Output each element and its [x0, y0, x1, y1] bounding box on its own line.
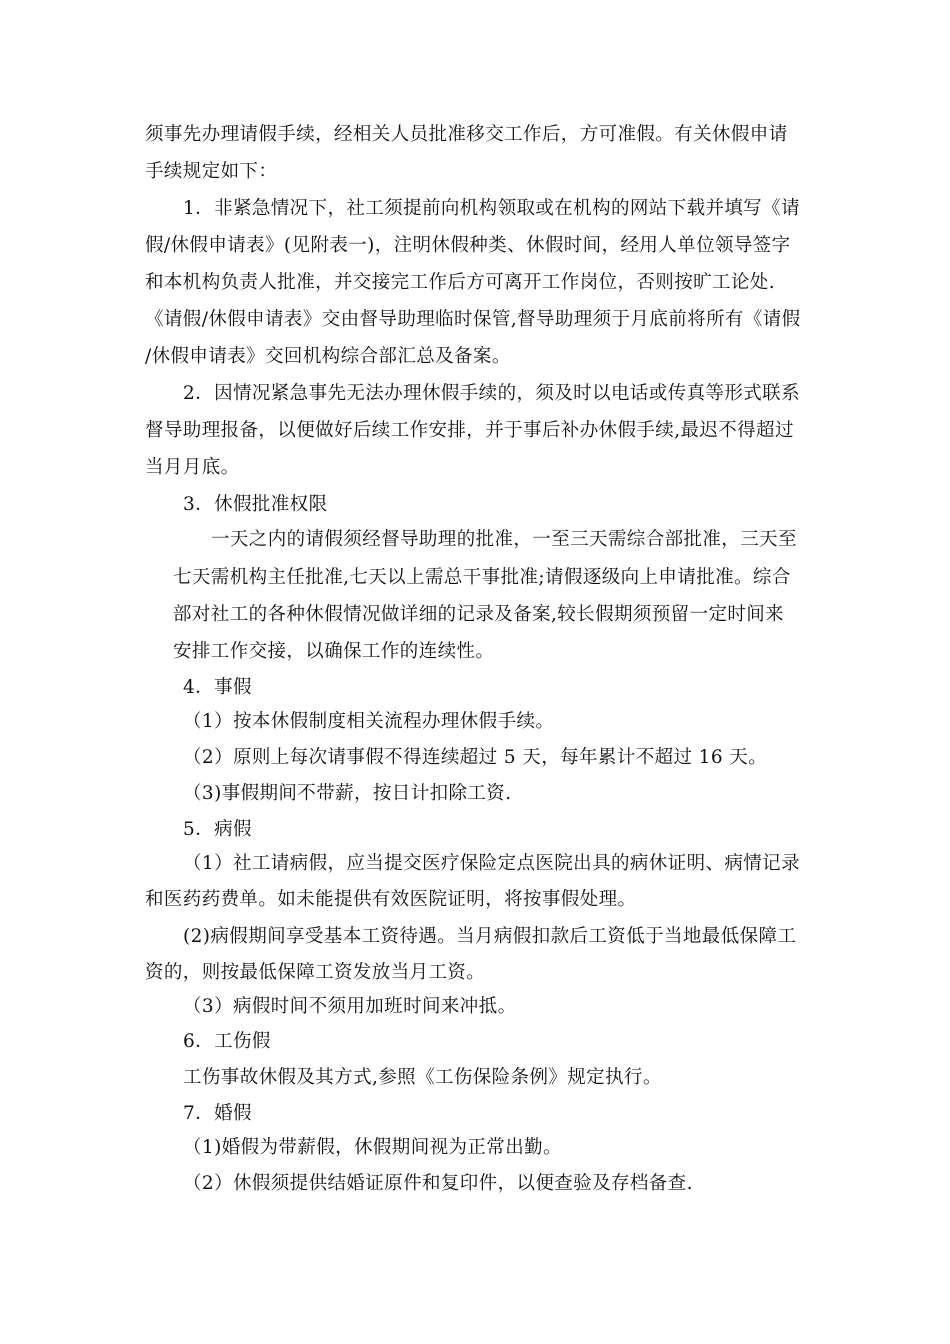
list-item: （1)婚假为带薪假，休假期间视为正常出勤。 — [183, 1137, 562, 1158]
text-line: 七天需机构主任批准,七天以上需总干事批准;请假逐级向上申请批准。综合 — [173, 567, 791, 588]
list-item: （3）病假时间不须用加班时间来冲抵。 — [183, 996, 517, 1017]
text-line: 一天之内的请假须经督导助理的批准，一至三天需综合部批准，三天至 — [211, 529, 797, 550]
list-item: （1）按本休假制度相关流程办理休假手续。 — [183, 711, 555, 732]
section-heading: 7．婚假 — [183, 1103, 252, 1124]
text-line: 当月月底。 — [145, 457, 240, 478]
section-heading: 6．工伤假 — [183, 1031, 271, 1052]
section-heading: 4．事假 — [183, 677, 252, 698]
text-line: 1．非紧急情况下，社工须提前向机构领取或在机构的网站下载并填写《请 — [183, 198, 800, 219]
list-item: （3)事假期间不带薪，按日计扣除工资. — [183, 783, 512, 804]
text-line: 督导助理报备，以便做好后续工作安排，并于事后补办休假手续,最迟不得超过 — [145, 420, 794, 441]
list-item: （2）休假须提供结婚证原件和复印件，以便查验及存档备查. — [183, 1173, 693, 1194]
text-line: 资的，则按最低保障工资发放当月工资。 — [145, 962, 486, 983]
text-line: /休假申请表》交回机构综合部汇总及备案。 — [145, 346, 511, 367]
text-line: 《请假/休假申请表》交由督导助理临时保管,督导助理须于月底前将所有《请假 — [145, 309, 801, 330]
text-line: 部对社工的各种休假情况做详细的记录及备案,较长假期须预留一定时间来 — [173, 604, 785, 625]
section-heading: 5．病假 — [183, 819, 252, 840]
text-line: 须事先办理请假手续，经相关人员批准移交工作后，方可准假。有关休假申请 — [145, 124, 788, 145]
text-line: 2．因情况紧急事先无法办理休假手续的，须及时以电话或传真等形式联系 — [183, 383, 800, 404]
text-line: 和医药药费单。如未能提供有效医院证明，将按事假处理。 — [145, 889, 637, 910]
section-heading: 3．休假批准权限 — [183, 494, 328, 515]
text-line: 手续规定如下： — [145, 161, 278, 182]
text-line: 工伤事故休假及其方式,参照《工伤保险条例》规定执行。 — [183, 1067, 662, 1088]
text-line: 和本机构负责人批准，并交接完工作后方可离开工作岗位，否则按旷工论处. — [145, 272, 775, 293]
list-item: (2)病假期间享受基本工资待遇。当月病假扣款后工资低于当地最低保障工 — [183, 926, 797, 947]
list-item: （1）社工请病假，应当提交医疗保险定点医院出具的病休证明、病情记录 — [183, 853, 800, 874]
text-line: 安排工作交接，以确保工作的连续性。 — [173, 641, 495, 662]
list-item: （2）原则上每次请事假不得连续超过 5 天，每年累计不超过 16 天。 — [183, 747, 768, 768]
text-line: 假/休假申请表》(见附表一)，注明休假种类、休假时间，经用人单位领导签字 — [145, 235, 791, 256]
